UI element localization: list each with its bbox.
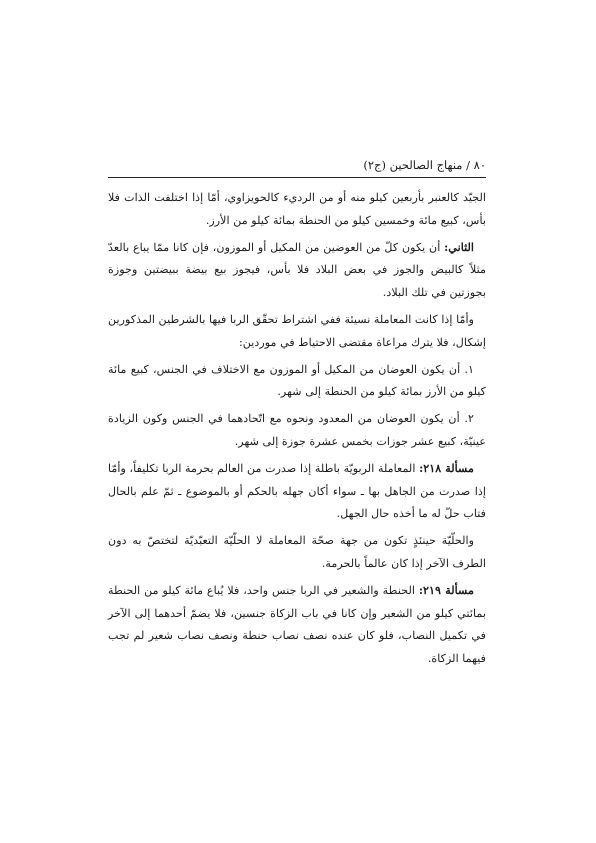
paragraph-text: الحنطة والشعير في الربا جنس واحد، فلا يُباع مائة كيلو من الحنطة بمائتي كيلو من الشعير وإن كانا في باب الزكاة جنسين، فلا يضمّ أحدهما إلى الآخر في تكميل النصاب، فلو كان عنده نصف نصاب حنطة ونصف نصاب شعير لم تجب فيهما الزكاة.: [108, 583, 486, 666]
issue-label: مسألة ٢١٨:: [419, 460, 475, 475]
paragraph: [108, 186, 486, 233]
book-page: [108, 156, 486, 674]
issue-paragraph: [108, 457, 486, 526]
paragraph-text: والحلّيّة حينئذٍ تكون من جهة صحّة المعاملة لا الحلّيّة التعبّديّة لتختصّ به دون الطرف الآخر إذا كان عالماً بالحرمة.: [108, 534, 486, 570]
paragraph-text: وأمّا إذا كانت المعاملة نسيئة ففي اشتراط تحقّق الربا فيها بالشرطين المذكورين إشكال، فلا يترك مراعاة مقتضى الاحتياط في موردين:: [108, 312, 486, 349]
list-item: [108, 358, 486, 405]
paragraph: [108, 529, 486, 576]
paragraph-text: المعاملة الربويّة باطلة إذا صدرت من العالم بحرمة الربا تكليفاً، وأمّا إذا صدرت من الجاهل بها ـ سواء أكان جهله بالحكم أو بالموضوع ـ ثمّ علم بالحال فتاب حلّ له ما أخذه حال الجهل.: [108, 461, 486, 521]
paragraph-label: الثاني:: [444, 239, 474, 254]
issue-paragraph: [108, 579, 486, 671]
paragraph-text: ١. أن يكون العوضان من المكيل أو الموزون مع الاختلاف في الجنس، كبيع مائة كيلو من الأرز بمائة كيلو من الحنطة إلى شهر.: [108, 362, 486, 399]
issue-label: مسألة ٢١٩:: [418, 582, 474, 597]
paragraph-text: ٢. أن يكون العوضان من المعدود ونحوه مع اتّحادهما في الجنس وكون الزيادة عينيّة، كبيع عشر جوزات بخمس عشرة جوزة إلى شهر.: [108, 412, 486, 448]
list-item: [108, 407, 486, 454]
paragraph: [108, 308, 486, 355]
page-body: [108, 186, 486, 671]
paragraph-text: الجيّد كالعنبر بأربعين كيلو منه أو من الرديء كالحويزاوي، أمّا إذا اختلفت الذات فلا بأس، كبيع مائة وخمسين كيلو من الحنطة بمائة كيلو من الأرز.: [108, 191, 486, 227]
running-header: ٨٠ / منهاج الصالحين (ج٢): [108, 156, 486, 178]
paragraph-text: أن يكون كلّ من العوضين من المكيل أو الموزون، فإن كانا ممّا يباع بالعدّ مثلاً كالبيض والجوز في بعض البلاد فلا بأس، فيجوز بيع بيضة ببيضتين وجوزة بجوزتين في تلك البلاد.: [108, 240, 486, 300]
paragraph: [108, 236, 486, 305]
